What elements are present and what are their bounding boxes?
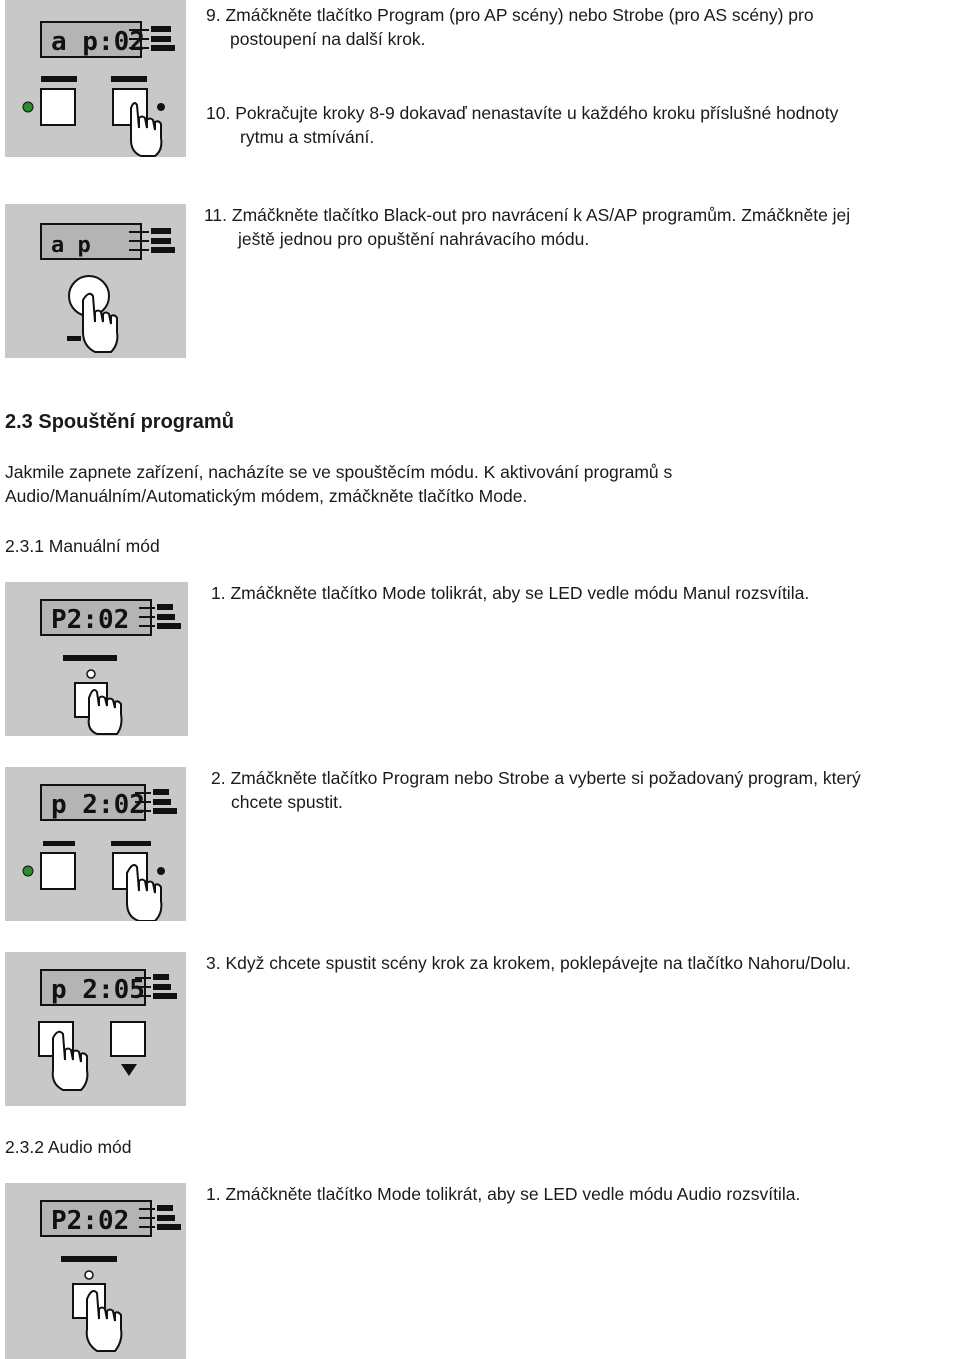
section-title: 2.3 Spouštění programů [5, 411, 234, 433]
panel-3-illustration [5, 582, 188, 736]
lcd-display-6: P2:02 [51, 1206, 130, 1236]
section-intro-line-1: Jakmile zapnete zařízení, nacházíte se ve spouštěcím módu. K aktivování programů s [5, 462, 673, 482]
step-11-text: 11. Zmáčkněte tlačítko Black-out pro navrácení k AS/AP programům. Zmáčkněte jej [204, 205, 851, 225]
lcd-display-2: a p [51, 233, 91, 258]
manual-step-3: 3. Když chcete spustit scény krok za krokem, poklepávejte na tlačítko Nahoru/Dolu. [206, 953, 851, 973]
manual-step-1: 1. Zmáčkněte tlačítko Mode tolikrát, aby se LED vedle módu Manul rozsvítila. [211, 583, 810, 603]
lcd-display-5: p 2:05 [51, 975, 145, 1005]
step-10-text: 10. Pokračujte kroky 8-9 dokavaď nenastavíte u každého kroku příslušné hodnoty [206, 103, 839, 123]
panel-5-illustration [5, 952, 186, 1106]
audio-mode-title: 2.3.2 Audio mód [5, 1137, 132, 1157]
manual-step-2: 2. Zmáčkněte tlačítko Program nebo Strobe a vyberte si požadovaný program, který [211, 768, 861, 788]
step-9-text-cont: postoupení na další krok. [230, 29, 426, 49]
panel-mode-manual [5, 582, 188, 736]
panel-blackout [5, 204, 186, 358]
step-11-text-cont: ještě jednou pro opuštění nahrávacího módu. [238, 229, 590, 249]
panel-1-illustration [5, 0, 186, 157]
lcd-display-4: p 2:02 [51, 790, 145, 820]
step-9-text: 9. Zmáčkněte tlačítko Program (pro AP scény) nebo Strobe (pro AS scény) pro [206, 5, 814, 25]
manual-mode-title: 2.3.1 Manuální mód [5, 536, 160, 556]
panel-4-illustration [5, 767, 186, 921]
audio-step-1: 1. Zmáčkněte tlačítko Mode tolikrát, aby se LED vedle módu Audio rozsvítila. [206, 1184, 801, 1204]
panel-program-select [5, 767, 186, 921]
section-intro-line-2: Audio/Manuálním/Automatickým módem, zmáčkněte tlačítko Mode. [5, 486, 528, 506]
lcd-display-1: a p:02 [51, 27, 145, 57]
panel-6-illustration [5, 1183, 186, 1359]
panel-2-illustration [5, 204, 186, 358]
panel-mode-audio [5, 1183, 186, 1359]
lcd-display-3: P2:02 [51, 605, 130, 635]
step-10-text-cont: rytmu a stmívání. [240, 127, 375, 147]
panel-up-down [5, 952, 186, 1106]
manual-step-2-cont: chcete spustit. [231, 792, 343, 812]
panel-program-strobe-step [5, 0, 186, 157]
